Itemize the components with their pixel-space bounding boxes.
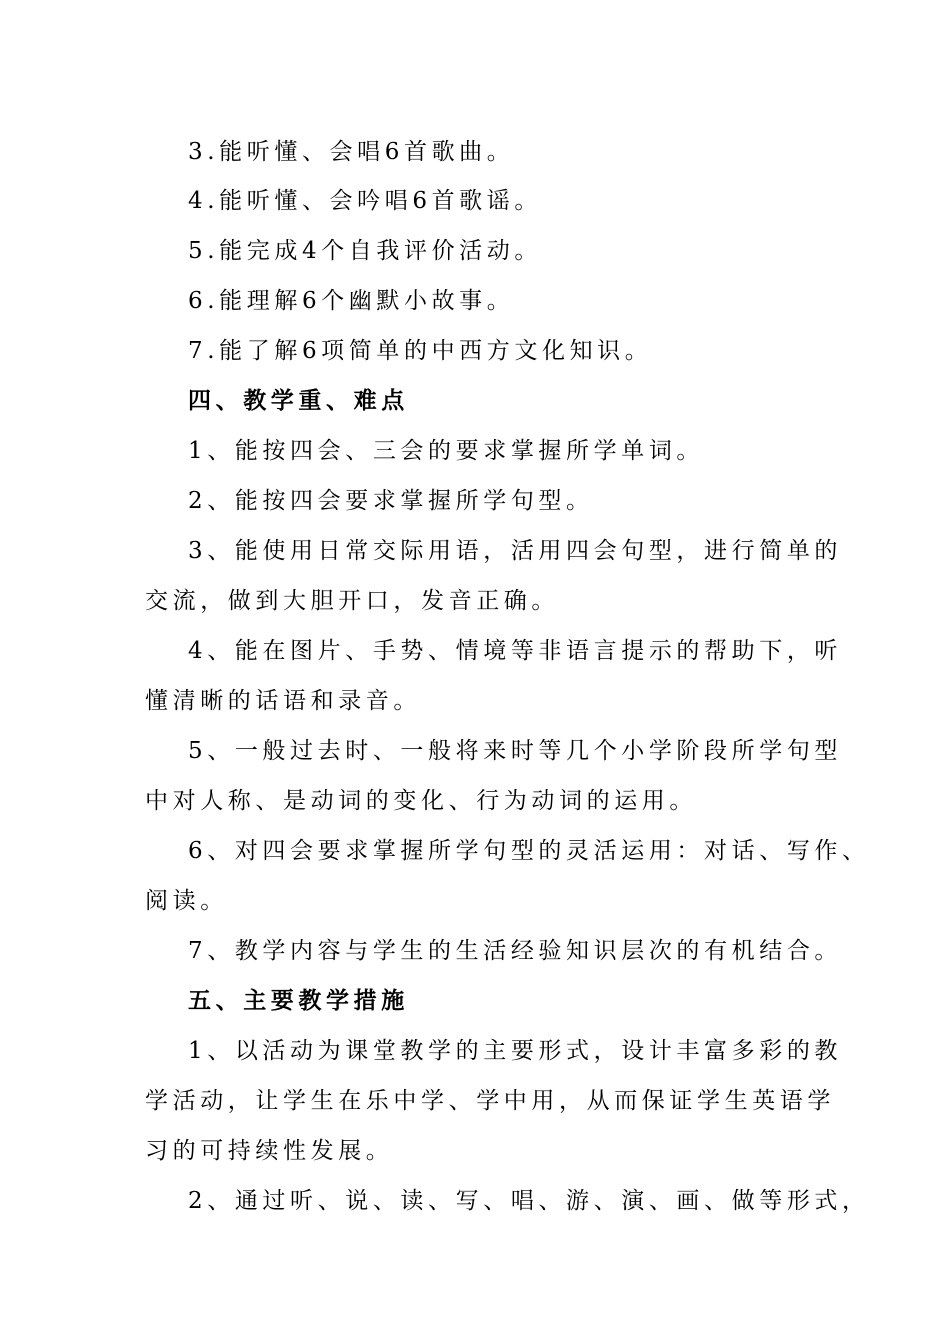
- paragraph-line: 1、能按四会、三会的要求掌握所学单词。: [188, 438, 705, 464]
- paragraph-line: 懂清晰的话语和录音。: [145, 688, 421, 714]
- paragraph-line: 7、教学内容与学生的生活经验知识层次的有机结合。: [188, 938, 843, 964]
- paragraph-line: 中对人称、是动词的变化、行为动词的运用。: [145, 788, 697, 814]
- section-heading-measures: 五、主要教学措施: [188, 987, 409, 1014]
- paragraph-line: 阅读。: [145, 888, 228, 914]
- paragraph-line: 学活动，让学生在乐中学、学中用，从而保证学生英语学: [145, 1088, 835, 1114]
- goal-item: 3.能听懂、会唱6首歌曲。: [188, 139, 515, 165]
- goal-item: 5.能完成4个自我评价活动。: [188, 238, 542, 264]
- paragraph-line: 交流，做到大胆开口，发音正确。: [145, 588, 559, 614]
- goal-item: 6.能理解6个幽默小故事。: [188, 288, 515, 314]
- paragraph-line: 1、以活动为课堂教学的主要形式，设计丰富多彩的教: [188, 1038, 843, 1064]
- paragraph-line: 6、对四会要求掌握所学句型的灵活运用：对话、写作、: [188, 838, 870, 864]
- paragraph-line: 3、能使用日常交际用语，活用四会句型，进行简单的: [188, 538, 843, 564]
- paragraph-line: 4、能在图片、手势、情境等非语言提示的帮助下，听: [188, 638, 843, 664]
- paragraph-line: 2、通过听、说、读、写、唱、游、演、画、做等形式，: [188, 1188, 870, 1214]
- paragraph-line: 2、能按四会要求掌握所学句型。: [188, 488, 594, 514]
- goal-item: 7.能了解6项简单的中西方文化知识。: [188, 338, 653, 364]
- paragraph-line: 5、一般过去时、一般将来时等几个小学阶段所学句型: [188, 738, 843, 764]
- goal-item: 4.能听懂、会吟唱6首歌谣。: [188, 188, 542, 214]
- section-heading-key-points: 四、教学重、难点: [188, 387, 409, 414]
- paragraph-line: 习的可持续性发展。: [145, 1138, 394, 1164]
